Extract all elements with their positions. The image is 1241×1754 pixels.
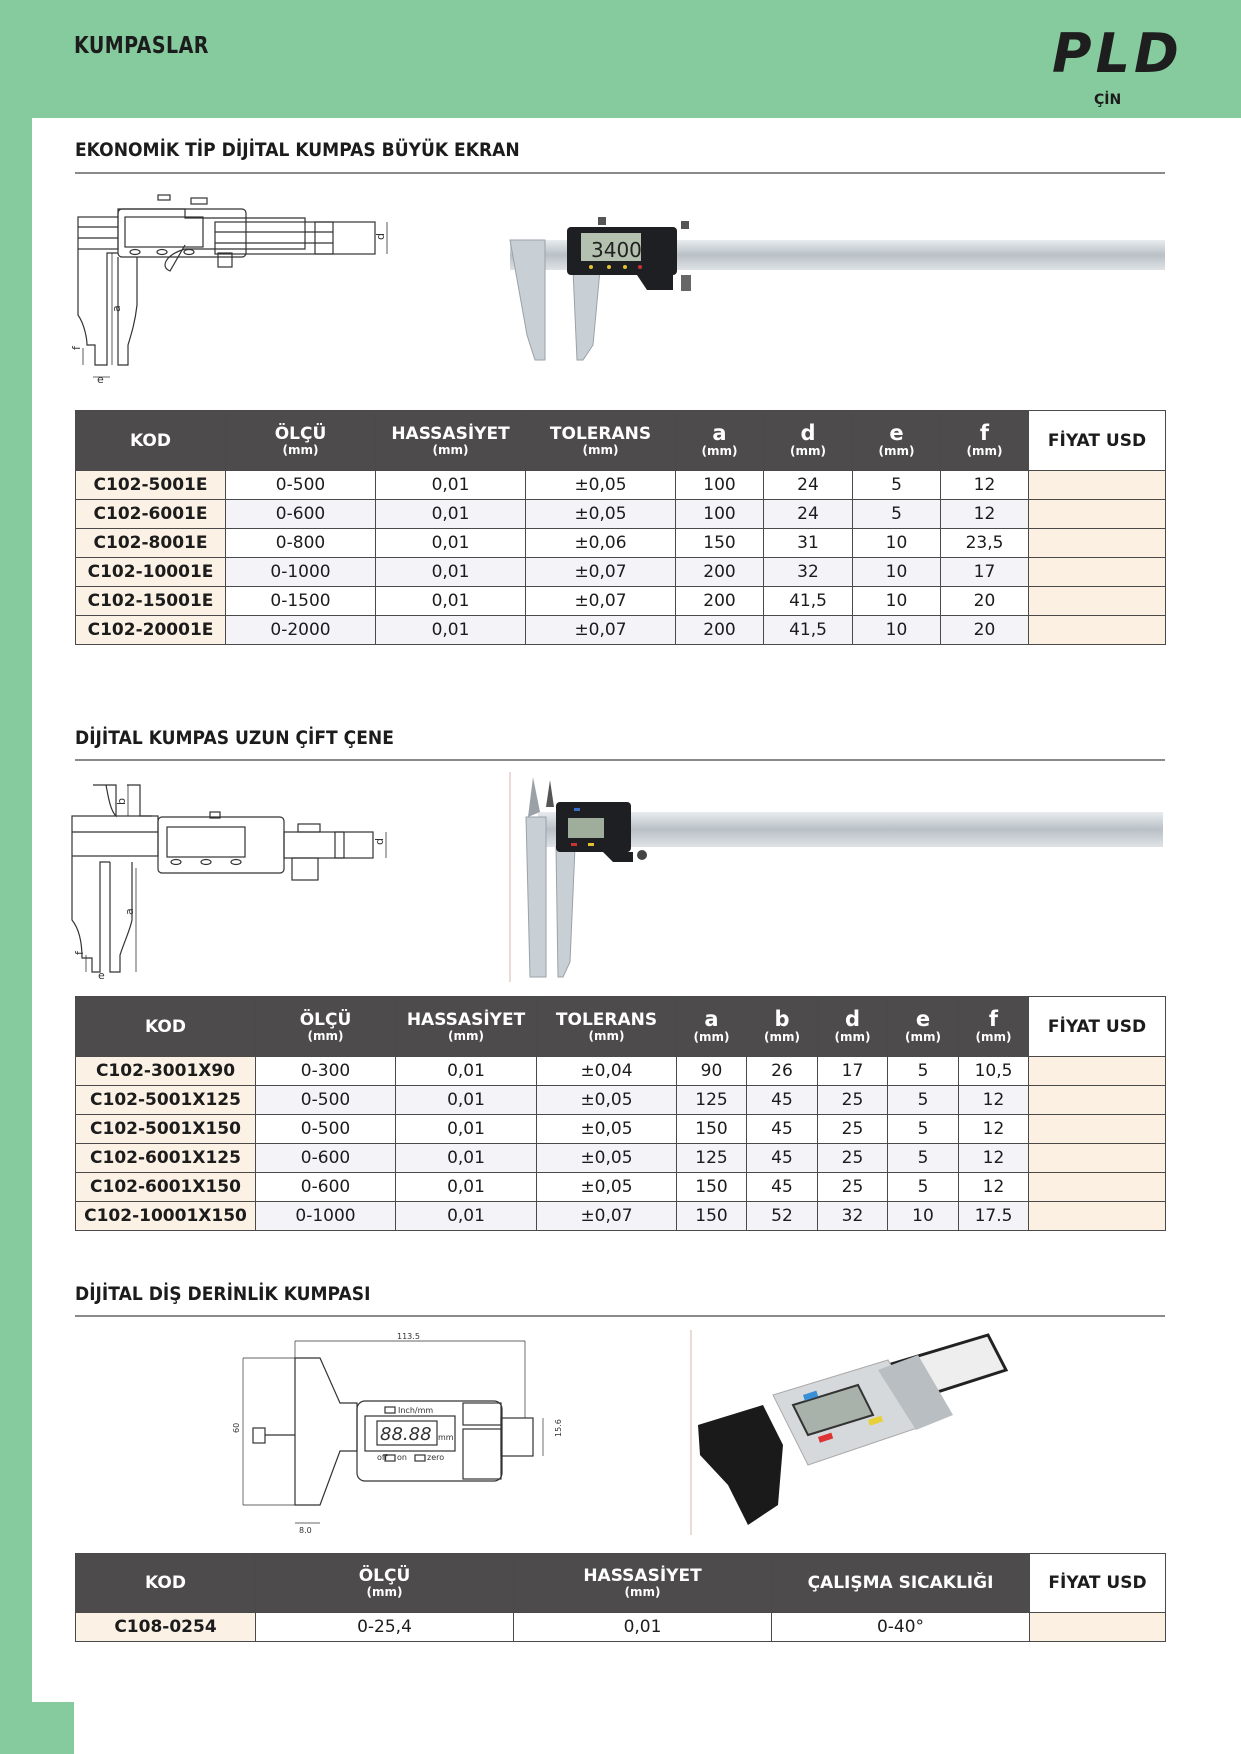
column-header-hassasiyet: HASSASİYET (mm): [396, 997, 537, 1057]
column-header-tolerans: TOLERANS (mm): [526, 411, 676, 471]
table-row: [76, 1173, 1166, 1202]
price-cell: [1029, 1086, 1166, 1115]
table-cell: 5: [888, 1115, 959, 1144]
table-cell: 10: [853, 529, 941, 558]
table-cell: 0-2000: [226, 616, 376, 645]
table-row: [76, 1613, 1166, 1642]
table-row: [76, 616, 1166, 645]
zero-label: zero: [427, 1453, 445, 1462]
table-cell: 10: [853, 587, 941, 616]
table-cell: 45: [747, 1115, 818, 1144]
column-header-a: a (mm): [676, 411, 764, 471]
table-cell: 0,01: [376, 558, 526, 587]
table-cell: 45: [747, 1086, 818, 1115]
double-jaw-caliper-photo: [508, 772, 1168, 982]
table-cell: 125: [677, 1086, 747, 1115]
lcd-display: 88.88: [380, 1424, 432, 1445]
section-title: DİJİTAL KUMPAS UZUN ÇİFT ÇENE: [75, 727, 394, 749]
caliper-diagram: [65, 195, 405, 385]
table-cell: 20: [941, 587, 1029, 616]
table-cell: ±0,07: [526, 616, 676, 645]
table-body: [76, 471, 1166, 645]
column-header-olcu: ÖLÇÜ (mm): [226, 411, 376, 471]
page-title: KUMPASLAR: [74, 33, 209, 59]
lcd-unit: mm: [438, 1433, 454, 1442]
table-cell: 0,01: [376, 616, 526, 645]
table-cell: ±0,05: [537, 1144, 677, 1173]
spec-table-3: [75, 1553, 1166, 1642]
table-cell: 150: [676, 529, 764, 558]
price-cell: [1029, 529, 1166, 558]
section-title: EKONOMİK TİP DİJİTAL KUMPAS BÜYÜK EKRAN: [75, 139, 520, 161]
table-cell: 5: [853, 500, 941, 529]
table-cell: 5: [888, 1173, 959, 1202]
diagram-label: d: [374, 233, 387, 240]
table-row: [76, 471, 1166, 500]
country-label: ÇİN: [1094, 92, 1122, 108]
bottom-accent-block: [0, 1702, 74, 1754]
column-header-b: b (mm): [747, 997, 818, 1057]
depth-gauge-diagram: [225, 1333, 565, 1538]
table-header: [76, 997, 1166, 1057]
diagram-label: f: [70, 346, 83, 350]
table-cell: 10: [853, 616, 941, 645]
table-cell: ±0,07: [526, 587, 676, 616]
diagram-label: a: [110, 305, 123, 312]
table-header: [76, 1554, 1166, 1613]
product-code: C102-15001E: [76, 587, 226, 616]
table-cell: 0-300: [256, 1057, 396, 1086]
table-header: [76, 411, 1166, 471]
table-cell: 12: [959, 1115, 1029, 1144]
table-row: [76, 1086, 1166, 1115]
table-cell: ±0,04: [537, 1057, 677, 1086]
table-cell: 24: [764, 471, 853, 500]
column-header-d: d (mm): [764, 411, 853, 471]
table-cell: 32: [818, 1202, 888, 1231]
product-code: C102-6001X125: [76, 1144, 256, 1173]
spec-table-2: [75, 996, 1166, 1231]
table-cell: 0,01: [396, 1202, 537, 1231]
dimension-width: 113.5: [397, 1332, 420, 1341]
table-cell: 24: [764, 500, 853, 529]
price-cell: [1029, 1115, 1166, 1144]
table-cell: 0,01: [396, 1057, 537, 1086]
diagram-label: a: [123, 908, 136, 915]
table-cell: 0,01: [396, 1115, 537, 1144]
table-cell: 12: [959, 1086, 1029, 1115]
product-code: C102-3001X90: [76, 1057, 256, 1086]
product-code: C102-6001E: [76, 500, 226, 529]
table-body: [76, 1057, 1166, 1231]
table-cell: 45: [747, 1144, 818, 1173]
column-header-d: d (mm): [818, 997, 888, 1057]
price-cell: [1029, 1202, 1166, 1231]
column-header-e: e (mm): [853, 411, 941, 471]
product-code: C102-5001X125: [76, 1086, 256, 1115]
table-cell: 17.5: [959, 1202, 1029, 1231]
product-code: C102-5001X150: [76, 1115, 256, 1144]
section-title: DİJİTAL DİŞ DERİNLİK KUMPASI: [75, 1283, 371, 1305]
table-cell: 0-600: [256, 1173, 396, 1202]
column-header-f: f (mm): [941, 411, 1029, 471]
column-header-hassasiyet: HASSASİYET (mm): [376, 411, 526, 471]
table-cell: 10,5: [959, 1057, 1029, 1086]
diagram-label: e: [97, 373, 104, 386]
table-cell: 32: [764, 558, 853, 587]
left-accent-strip: [0, 118, 32, 1704]
table-cell: 100: [676, 500, 764, 529]
table-cell: 0,01: [376, 471, 526, 500]
table-cell: 25: [818, 1086, 888, 1115]
table-cell: 0-800: [226, 529, 376, 558]
table-cell: 0-1000: [256, 1202, 396, 1231]
table-cell: 26: [747, 1057, 818, 1086]
table-cell: 41,5: [764, 587, 853, 616]
column-header-olcu: ÖLÇÜ (mm): [256, 1554, 514, 1613]
table-cell: 45: [747, 1173, 818, 1202]
table-row: [76, 587, 1166, 616]
price-cell: [1029, 616, 1166, 645]
table-cell: ±0,06: [526, 529, 676, 558]
table-cell: 200: [676, 616, 764, 645]
table-row: [76, 558, 1166, 587]
column-header-hassasiyet: HASSASİYET (mm): [514, 1554, 772, 1613]
table-cell: 0,01: [396, 1144, 537, 1173]
product-code: C102-6001X150: [76, 1173, 256, 1202]
table-cell: 0-600: [226, 500, 376, 529]
table-cell: 0,01: [514, 1613, 772, 1642]
table-cell: 23,5: [941, 529, 1029, 558]
dimension-height: 60: [232, 1422, 241, 1433]
price-cell: [1029, 558, 1166, 587]
brand-logo-text: PLD: [1052, 22, 1183, 85]
table-cell: 0-500: [256, 1086, 396, 1115]
table-cell: 0,01: [376, 587, 526, 616]
table-cell: 150: [677, 1115, 747, 1144]
price-cell: [1030, 1613, 1166, 1642]
table-cell: 12: [959, 1173, 1029, 1202]
table-cell: 5: [888, 1086, 959, 1115]
column-header-f: f (mm): [959, 997, 1029, 1057]
spec-table-1: [75, 410, 1166, 645]
product-code: C102-20001E: [76, 616, 226, 645]
column-header-kod: KOD: [76, 1554, 256, 1613]
table-cell: 10: [853, 558, 941, 587]
table-cell: 25: [818, 1173, 888, 1202]
table-row: [76, 1115, 1166, 1144]
table-cell: 0-1000: [226, 558, 376, 587]
on-label: on: [397, 1453, 407, 1462]
table-cell: 31: [764, 529, 853, 558]
column-header-e: e (mm): [888, 997, 959, 1057]
table-cell: 12: [941, 471, 1029, 500]
table-cell: 25: [818, 1115, 888, 1144]
table-cell: 0-500: [256, 1115, 396, 1144]
table-cell: 0,01: [396, 1173, 537, 1202]
table-cell: 150: [677, 1173, 747, 1202]
table-cell: 0-25,4: [256, 1613, 514, 1642]
column-header-kod: KOD: [76, 411, 226, 471]
table-cell: 41,5: [764, 616, 853, 645]
table-cell: 90: [677, 1057, 747, 1086]
diagram-label: f: [73, 951, 86, 955]
diagram-label: d: [373, 838, 386, 845]
brand-logo: [1048, 22, 1183, 85]
price-cell: [1029, 1057, 1166, 1086]
table-cell: 0-500: [226, 471, 376, 500]
column-header-fiyat: FİYAT USD: [1029, 997, 1166, 1057]
table-cell: 17: [941, 558, 1029, 587]
section-divider: [75, 172, 1165, 174]
price-cell: [1029, 587, 1166, 616]
table-cell: 17: [818, 1057, 888, 1086]
table-cell: 0-40°: [772, 1613, 1030, 1642]
off-label: off: [377, 1453, 388, 1462]
table-cell: 100: [676, 471, 764, 500]
table-cell: 125: [677, 1144, 747, 1173]
table-cell: 0-1500: [226, 587, 376, 616]
column-header-olcu: ÖLÇÜ (mm): [256, 997, 396, 1057]
table-cell: 5: [853, 471, 941, 500]
table-cell: 20: [941, 616, 1029, 645]
column-header-kod: KOD: [76, 997, 256, 1057]
table-cell: 200: [676, 558, 764, 587]
table-cell: 12: [941, 500, 1029, 529]
diagram-label: e: [98, 969, 105, 982]
table-cell: ±0,05: [537, 1173, 677, 1202]
table-cell: 5: [888, 1057, 959, 1086]
table-cell: 0,01: [376, 529, 526, 558]
table-cell: 0,01: [376, 500, 526, 529]
table-cell: ±0,05: [537, 1115, 677, 1144]
product-code: C102-5001E: [76, 471, 226, 500]
table-cell: 52: [747, 1202, 818, 1231]
dimension-shaft: 15.6: [554, 1419, 563, 1437]
caliper-photo: [505, 215, 1170, 370]
unit-button-label: Inch/mm: [398, 1406, 434, 1415]
table-cell: ±0,07: [526, 558, 676, 587]
column-header-a: a (mm): [677, 997, 747, 1057]
table-cell: 0-600: [256, 1144, 396, 1173]
price-cell: [1029, 1144, 1166, 1173]
depth-gauge-photo: [688, 1325, 1008, 1540]
table-body: [76, 1613, 1166, 1642]
section-divider: [75, 1315, 1165, 1317]
product-code: C102-8001E: [76, 529, 226, 558]
column-header-fiyat: FİYAT USD: [1029, 411, 1166, 471]
product-code: C102-10001X150: [76, 1202, 256, 1231]
table-row: [76, 1144, 1166, 1173]
price-cell: [1029, 500, 1166, 529]
table-cell: ±0,05: [526, 500, 676, 529]
table-row: [76, 500, 1166, 529]
table-cell: 25: [818, 1144, 888, 1173]
table-row: [76, 1202, 1166, 1231]
table-row: [76, 529, 1166, 558]
price-cell: [1029, 1173, 1166, 1202]
dimension-base: 8.0: [299, 1526, 312, 1535]
table-cell: 200: [676, 587, 764, 616]
table-row: [76, 1057, 1166, 1086]
table-cell: ±0,05: [526, 471, 676, 500]
column-header-fiyat: FİYAT USD: [1030, 1554, 1166, 1613]
product-code: C108-0254: [76, 1613, 256, 1642]
table-cell: ±0,05: [537, 1086, 677, 1115]
diagram-label: b: [115, 798, 128, 805]
table-cell: 0,01: [396, 1086, 537, 1115]
table-cell: 5: [888, 1144, 959, 1173]
table-cell: 150: [677, 1202, 747, 1231]
product-code: C102-10001E: [76, 558, 226, 587]
column-header-tolerans: TOLERANS (mm): [537, 997, 677, 1057]
caliper-display-value: 3400: [591, 238, 642, 262]
table-cell: 12: [959, 1144, 1029, 1173]
double-jaw-caliper-diagram: [70, 780, 400, 980]
column-header-calisma-sicakligi: ÇALIŞMA SICAKLIĞI: [772, 1554, 1030, 1613]
section-divider: [75, 759, 1165, 761]
table-cell: 10: [888, 1202, 959, 1231]
price-cell: [1029, 471, 1166, 500]
table-cell: ±0,07: [537, 1202, 677, 1231]
